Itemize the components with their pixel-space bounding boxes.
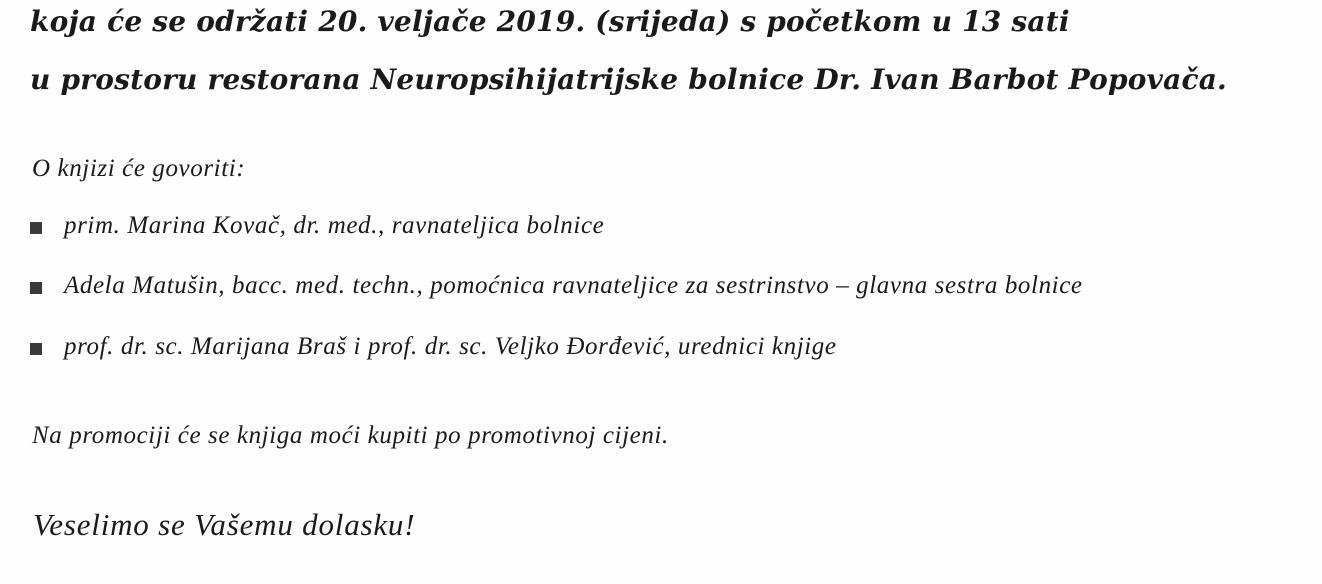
event-date-line: koja će se održati 20. veljače 2019. (srijeda) s početkom u 13 sati [30,5,1070,38]
list-item [30,212,604,240]
square-bullet-icon [30,282,42,294]
closing-line: Veselimo se Vašemu dolasku! [33,507,416,542]
speaker-text: prof. dr. sc. Marijana Braš i prof. dr. sc. Veljko Đorđević, urednici knjige [64,333,837,360]
square-bullet-icon [30,343,42,355]
speaker-text: prim. Marina Kovač, dr. med., ravnateljica bolnice [64,212,605,239]
event-venue-line: u prostoru restorana Neuropsihijatrijske bolnice Dr. Ivan Barbot Popovača. [30,63,1227,96]
speaker-text: Adela Matušin, bacc. med. techn., pomoćnica ravnateljice za sestrinstvo – glavna sestra bolnice [64,272,1083,299]
promotion-note: Na promociji će se knjiga moći kupiti po promotivnoj cijeni. [32,422,669,449]
list-item [30,333,837,361]
speakers-intro: O knjizi će govoriti: [32,155,246,182]
list-item [30,272,1083,300]
square-bullet-icon [30,222,42,234]
